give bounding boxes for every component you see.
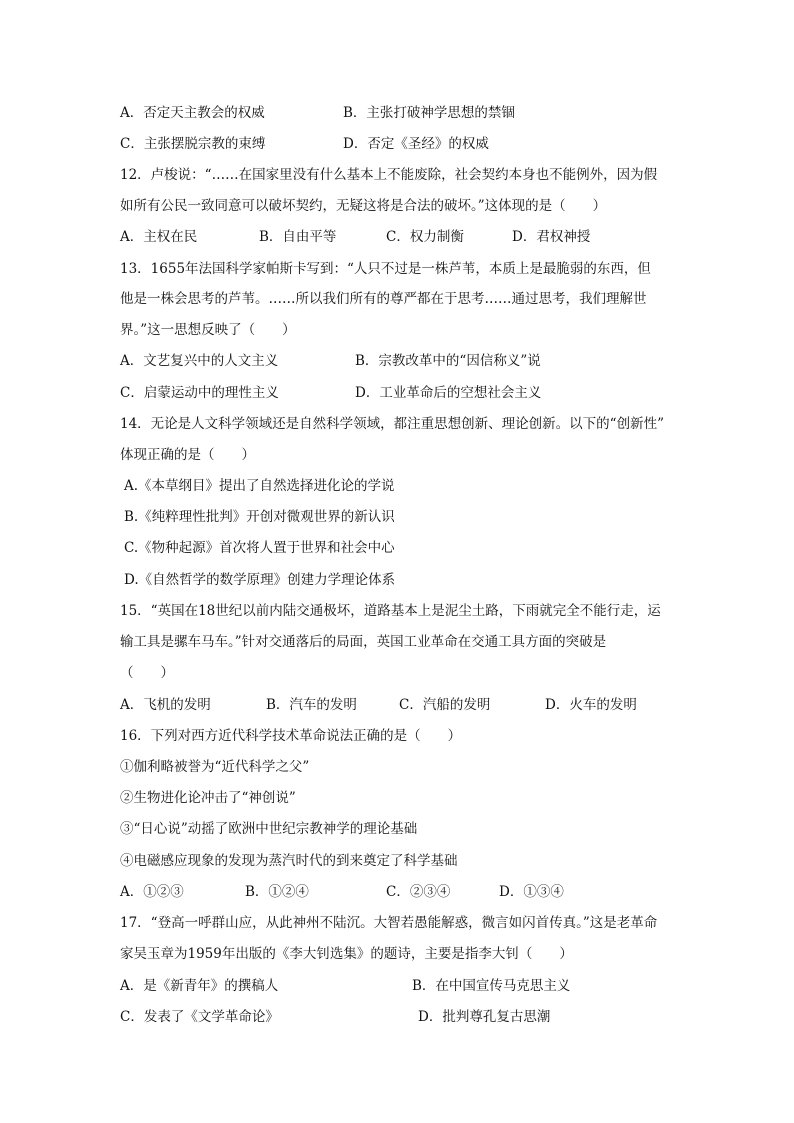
q13-stem-line3: 界。”这一思想反映了（ ） — [120, 322, 296, 338]
q17-option-b: B．在中国宣传马克思主义 — [412, 978, 571, 994]
q14-stem-line1: 14．无论是人文科学领域还是自然科学领域，都注重思想创新、理论创新。以下的“创新性” — [120, 416, 664, 432]
q15-option-a: A．飞机的发明 — [120, 697, 211, 713]
q12-stem-line1: 12．卢梭说：“……在国家里没有什么基本上不能废除，社会契约本身也不能例外，因为假 — [120, 167, 658, 183]
q16-option-b: B．①②④ — [245, 884, 309, 900]
q11-option-a: A．否定天主教会的权威 — [120, 105, 265, 121]
q15-stem-line1: 15．“英国在18世纪以前内陆交通极坏，道路基本上是泥尘土路，下雨就完全不能行走，运 — [120, 603, 661, 619]
q14-option-d: D.《自然哲学的数学原理》创建力学理论体系 — [124, 572, 396, 588]
q14-option-a: A.《本草纲目》提出了自然选择进化论的学说 — [124, 478, 395, 494]
q14-stem-line2: 体现正确的是（ ） — [120, 447, 255, 463]
q15-stem-line2: 输工具是骡车马车。”针对交通落后的局面，英国工业革命在交通工具方面的突破是 — [120, 634, 607, 650]
q13-stem-line2: 他是一株会思考的芦苇。……所以我们所有的尊严都在于思考……通过思考，我们理解世 — [120, 291, 647, 307]
q17-stem-line2: 家吴玉章为1959年出版的《李大钊选集》的题诗，主要是指李大钊（ ） — [120, 946, 573, 962]
q16-option-c: C．②③④ — [386, 884, 451, 900]
q17-option-c: C．发表了《文学革命论》 — [120, 1009, 279, 1025]
q16-item-3: ③“日心说”动摇了欧洲中世纪宗教神学的理论基础 — [120, 821, 418, 837]
q16-stem-line1: 16．下列对西方近代科学技术革命说法正确的是（ ） — [120, 728, 462, 744]
q16-item-4: ④电磁感应现象的发现为蒸汽时代的到来奠定了科学基础 — [120, 853, 458, 869]
q13-option-b: B．宗教改革中的“因信称义”说 — [355, 353, 541, 369]
q16-item-1: ①伽利略被誉为“近代科学之父” — [120, 759, 310, 775]
q15-option-d: D．火车的发明 — [545, 697, 637, 713]
q12-stem-line2: 如所有公民一致同意可以破坏契约，无疑这将是合法的破坏。”这体现的是（ ） — [120, 198, 607, 214]
q13-stem-line1: 13．1655年法国科学家帕斯卡写到：“人只不过是一株芦苇，本质上是最脆弱的东西，但 — [120, 261, 651, 277]
q16-item-2: ②生物进化论冲击了“神创说” — [120, 790, 296, 806]
q14-option-c: C.《物种起源》首次将人置于世界和社会中心 — [124, 540, 395, 556]
q16-option-a: A．①②③ — [120, 884, 184, 900]
q17-stem-line1: 17．“登高一呼群山应，从此神州不陆沉。大智若愚能解惑，微言如闪首传真。”这是老革命 — [120, 915, 658, 931]
q14-option-b: B.《纯粹理性批判》开创对微观世界的新认识 — [124, 509, 395, 525]
q12-option-a: A．主权在民 — [120, 229, 198, 245]
q15-stem-line3: （ ） — [120, 665, 174, 681]
q13-option-c: C．启蒙运动中的理性主义 — [120, 385, 279, 401]
q11-option-d: D．否定《圣经》的权威 — [343, 136, 489, 152]
q15-option-c: C．汽船的发明 — [399, 697, 491, 713]
q13-option-d: D．工业革命后的空想社会主义 — [355, 385, 542, 401]
q11-option-c: C．主张摆脱宗教的束缚 — [120, 136, 266, 152]
q12-option-d: D．君权神授 — [512, 229, 591, 245]
q12-option-b: B．自由平等 — [259, 229, 337, 245]
q17-option-a: A．是《新青年》的撰稿人 — [120, 978, 279, 994]
q17-option-d: D．批判尊孔复古思潮 — [418, 1009, 551, 1025]
q15-option-b: B．汽车的发明 — [266, 697, 357, 713]
q13-option-a: A．文艺复兴中的人文主义 — [120, 353, 279, 369]
q12-option-c: C．权力制衡 — [386, 229, 464, 245]
q11-option-b: B．主张打破神学思想的禁锢 — [343, 105, 515, 121]
q16-option-d: D．①③④ — [499, 884, 564, 900]
